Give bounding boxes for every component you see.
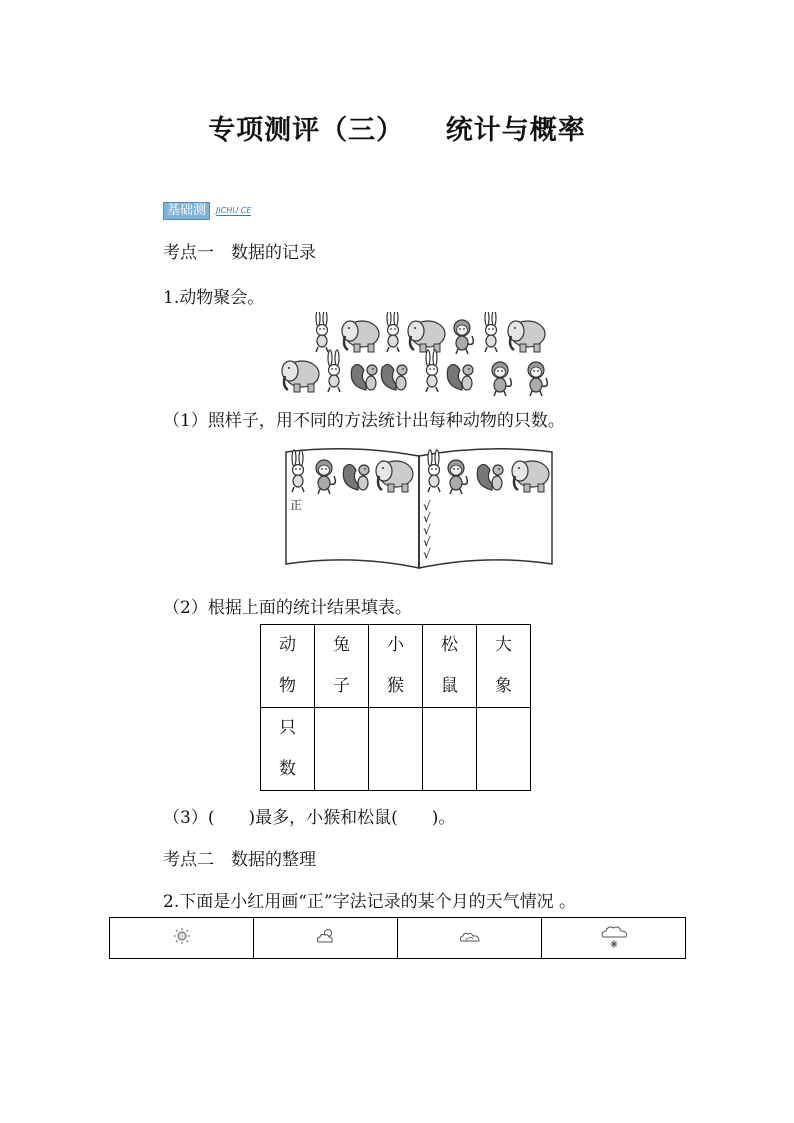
question-one-part-one: （1）照样子，用不同的方法统计出每种动物的只数。 xyxy=(163,411,565,431)
question-one-part-two: （2）根据上面的统计结果填表。 xyxy=(163,598,412,618)
question-one-part-three: （3）( )最多，小猴和松鼠( )。 xyxy=(163,808,456,828)
point-one-heading: 考点一 数据的记录 xyxy=(163,243,316,263)
weather-table xyxy=(109,917,686,959)
table-header-cell: 小 猴 xyxy=(369,625,423,708)
check-mark: √ xyxy=(423,523,431,537)
animal-count-table xyxy=(260,624,531,791)
answer-cell[interactable] xyxy=(423,708,477,791)
section-badge-pinyin: JICHU CE xyxy=(216,206,252,215)
table-row xyxy=(110,918,686,959)
answer-cell[interactable] xyxy=(477,708,531,791)
table-row xyxy=(261,708,531,791)
weather-cell xyxy=(542,918,686,959)
answer-cell[interactable] xyxy=(315,708,369,791)
snow-icon xyxy=(599,923,629,949)
animal-gathering-illustration xyxy=(280,312,556,396)
page-title: 专项测评（三） 统计与概率 xyxy=(208,115,586,146)
table-row xyxy=(261,625,531,708)
table-header-cell: 动 物 xyxy=(261,625,315,708)
question-one: 1.动物聚会。 xyxy=(163,288,265,308)
weather-cell xyxy=(398,918,542,959)
check-mark: √ xyxy=(423,511,431,525)
check-mark-example xyxy=(423,500,437,560)
check-mark: √ xyxy=(423,535,431,549)
question-two: 2.下面是小红用画“正”字法记录的某个月的天气情况 。 xyxy=(163,892,577,912)
table-header-cell: 松 鼠 xyxy=(423,625,477,708)
section-badge-label: 基础测 xyxy=(163,202,210,220)
partly-cloudy-icon xyxy=(315,927,337,945)
sunny-icon xyxy=(173,927,191,945)
check-mark: √ xyxy=(423,499,431,513)
check-mark: √ xyxy=(423,547,431,561)
point-two-heading: 考点二 数据的整理 xyxy=(163,850,316,870)
cloudy-icon xyxy=(458,928,482,944)
open-book-illustration xyxy=(282,446,556,572)
tally-mark-example: 正 xyxy=(290,498,303,512)
weather-cell xyxy=(254,918,398,959)
table-row-label: 只 数 xyxy=(261,708,315,791)
section-badge xyxy=(163,203,251,219)
answer-cell[interactable] xyxy=(369,708,423,791)
table-header-cell: 大 象 xyxy=(477,625,531,708)
weather-cell xyxy=(110,918,254,959)
table-header-cell: 兔 子 xyxy=(315,625,369,708)
